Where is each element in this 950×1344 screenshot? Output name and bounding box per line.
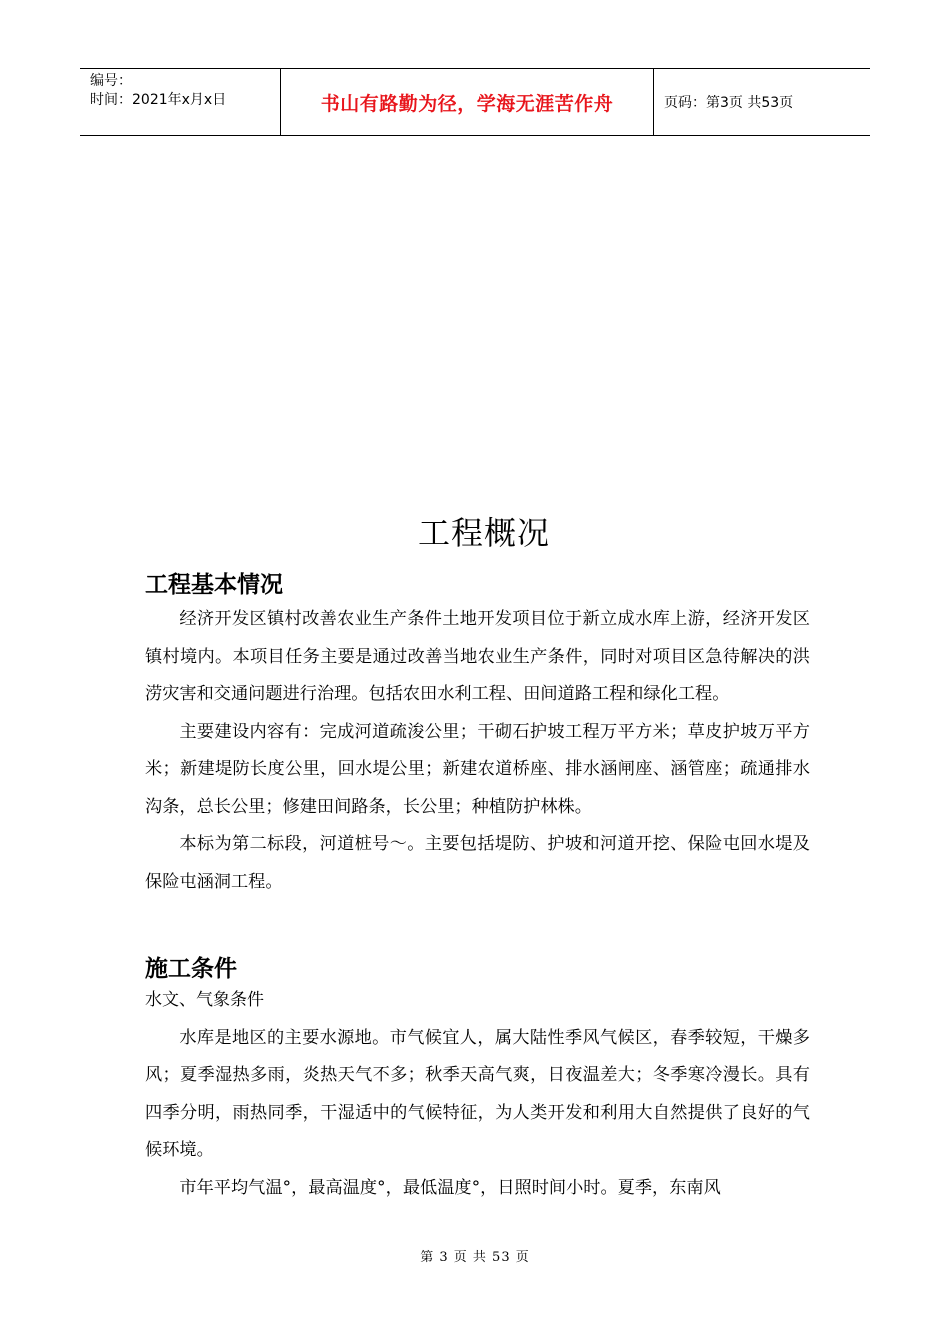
- header-motto-cell: [281, 69, 654, 135]
- section-heading-construction-conditions: 施工条件: [145, 956, 237, 982]
- paragraph: 主要建设内容有：完成河道疏浚公里；干砌石护坡工程万平方米；草皮护坡万平方米；新建堤防长度公里，回水堤公里；新建农道桥座、排水涵闸座、涵管座；疏通排水沟条，总长公里；修建田间路条，长公里；种植防护林株。: [145, 721, 810, 817]
- document-number-label: 编号：: [90, 73, 132, 89]
- document-title: 工程概况: [417, 514, 550, 552]
- header-page-cell: [654, 69, 870, 135]
- paragraph: 经济开发区镇村改善农业生产条件土地开发项目位于新立成水库上游，经济开发区镇村境内。本项目任务主要是通过改善当地农业生产条件，同时对项目区急待解决的洪涝灾害和交通问题进行治理。包括农田水利工程、田间道路工程和绿化工程。: [145, 609, 810, 704]
- document-date: 时间：2021年x月x日: [90, 92, 227, 108]
- header-info-cell: [80, 69, 281, 135]
- section-body-basic-info: [145, 601, 810, 901]
- page-header: [80, 68, 870, 136]
- subsection-heading: 水文、气象条件: [145, 990, 264, 1010]
- paragraph: 市年平均气温°，最高温度°，最低温度°，日照时间小时。夏季，东南风: [179, 1177, 721, 1198]
- header-page-info: 页码：第3页 共53页: [664, 95, 794, 111]
- paragraph: 水库是地区的主要水源地。市气候宜人，属大陆性季风气候区，春季较短，干燥多风；夏季湿热多雨，炎热天气不多；秋季天高气爽，日夜温差大；冬季寒冷漫长。具有四季分明，雨热同季，干湿适中的气候特征，为人类开发和利用大自然提供了良好的气候环境。: [145, 1027, 810, 1160]
- paragraph: 本标为第二标段，河道桩号～。主要包括堤防、护坡和河道开挖、保险屯回水堤及保险屯涵洞工程。: [145, 834, 810, 892]
- section-heading-basic-info: 工程基本情况: [145, 572, 283, 598]
- header-motto: 书山有路勤为径，学海无涯苦作舟: [320, 92, 614, 115]
- page-footer: 第 3 页 共 53 页: [420, 1250, 530, 1265]
- section-body-construction-conditions: [145, 982, 810, 1207]
